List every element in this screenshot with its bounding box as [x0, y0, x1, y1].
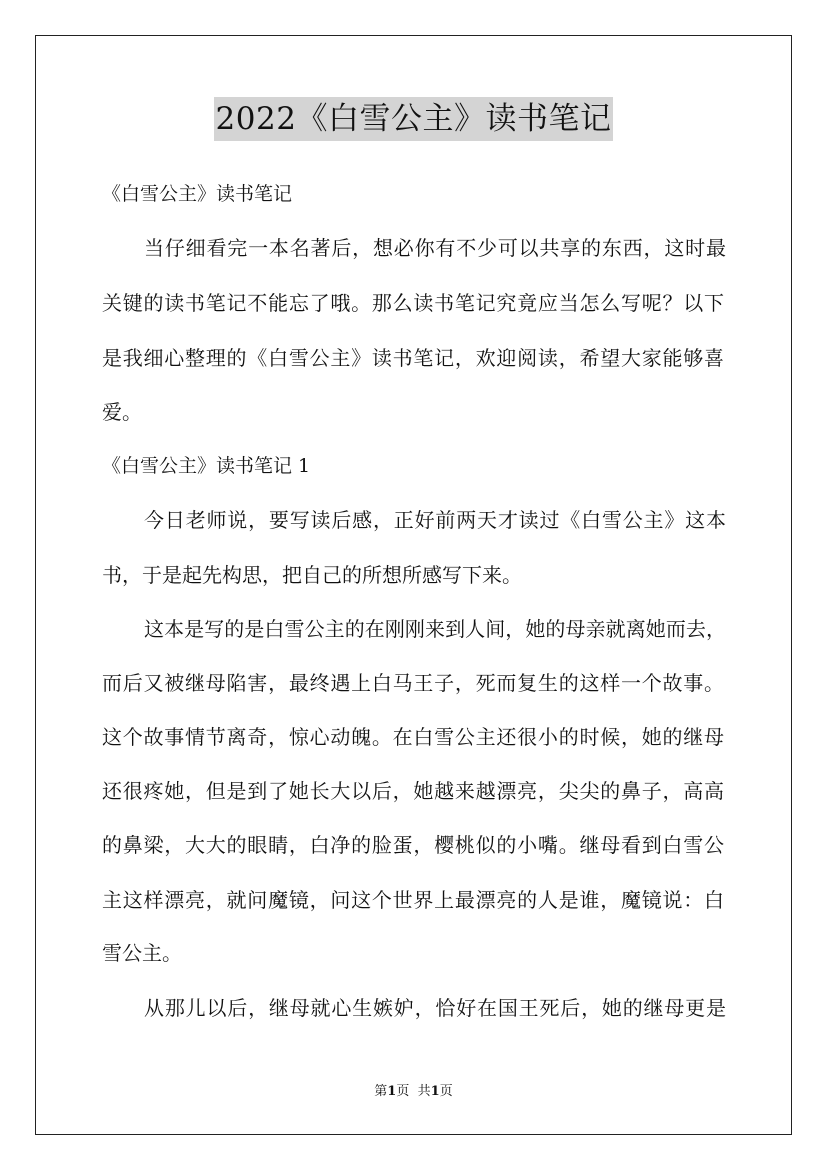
footer-total-suffix: 页 — [439, 1084, 453, 1099]
para2-line-1: 这本是写的是白雪公主的在刚刚来到人间，她的母亲就离她而去， — [144, 617, 726, 641]
footer-prefix: 第 — [374, 1084, 388, 1099]
footer-total-pages: 1 — [430, 1084, 440, 1099]
para2-line-2: 而后又被继母陷害，最终遇上白马王子，死而复生的这样一个故事。 — [102, 671, 724, 695]
para3-line-1: 从那儿以后，继母就心生嫉妒，恰好在国王死后，她的继母更是 — [144, 996, 726, 1020]
title-wrap — [0, 97, 827, 141]
footer-page-suffix: 页 — [396, 1084, 410, 1099]
intro-line-3: 是我细心整理的《白雪公主》读书笔记，欢迎阅读，希望大家能够喜 — [102, 346, 724, 370]
para2-line-3: 这个故事情节离奇，惊心动魄。在白雪公主还很小的时候，她的继母 — [102, 725, 724, 749]
document-title: 2022《白雪公主》读书笔记 — [214, 97, 614, 141]
page-footer — [0, 1083, 827, 1101]
intro-line-4: 爱。 — [102, 400, 142, 424]
intro-line-1: 当仔细看完一本名著后，想必你有不少可以共享的东西，这时最 — [144, 236, 726, 260]
para2-line-6: 主这样漂亮，就问魔镜，问这个世界上最漂亮的人是谁，魔镜说：白 — [102, 888, 724, 912]
para2-line-5: 的鼻梁，大大的眼睛，白净的脸蛋，樱桃似的小嘴。继母看到白雪公 — [102, 833, 724, 857]
subtitle: 《白雪公主》读书笔记 — [102, 183, 293, 205]
para2-line-4: 还很疼她，但是到了她长大以后，她越来越漂亮，尖尖的鼻子，高高 — [102, 779, 724, 803]
para2-line-7: 雪公主。 — [102, 941, 182, 965]
para1-line-1: 今日老师说，要写读后感，正好前两天才读过《白雪公主》这本 — [144, 508, 726, 532]
para1-line-2: 书，于是起先构思，把自己的所想所感写下来。 — [102, 563, 522, 587]
footer-total-prefix: 共 — [417, 1084, 431, 1099]
section-heading: 《白雪公主》读书笔记 1 — [102, 455, 311, 477]
footer-page-number: 1 — [387, 1084, 397, 1099]
intro-line-2: 关键的读书笔记不能忘了哦。那么读书笔记究竟应当怎么写呢？以下 — [102, 291, 724, 315]
